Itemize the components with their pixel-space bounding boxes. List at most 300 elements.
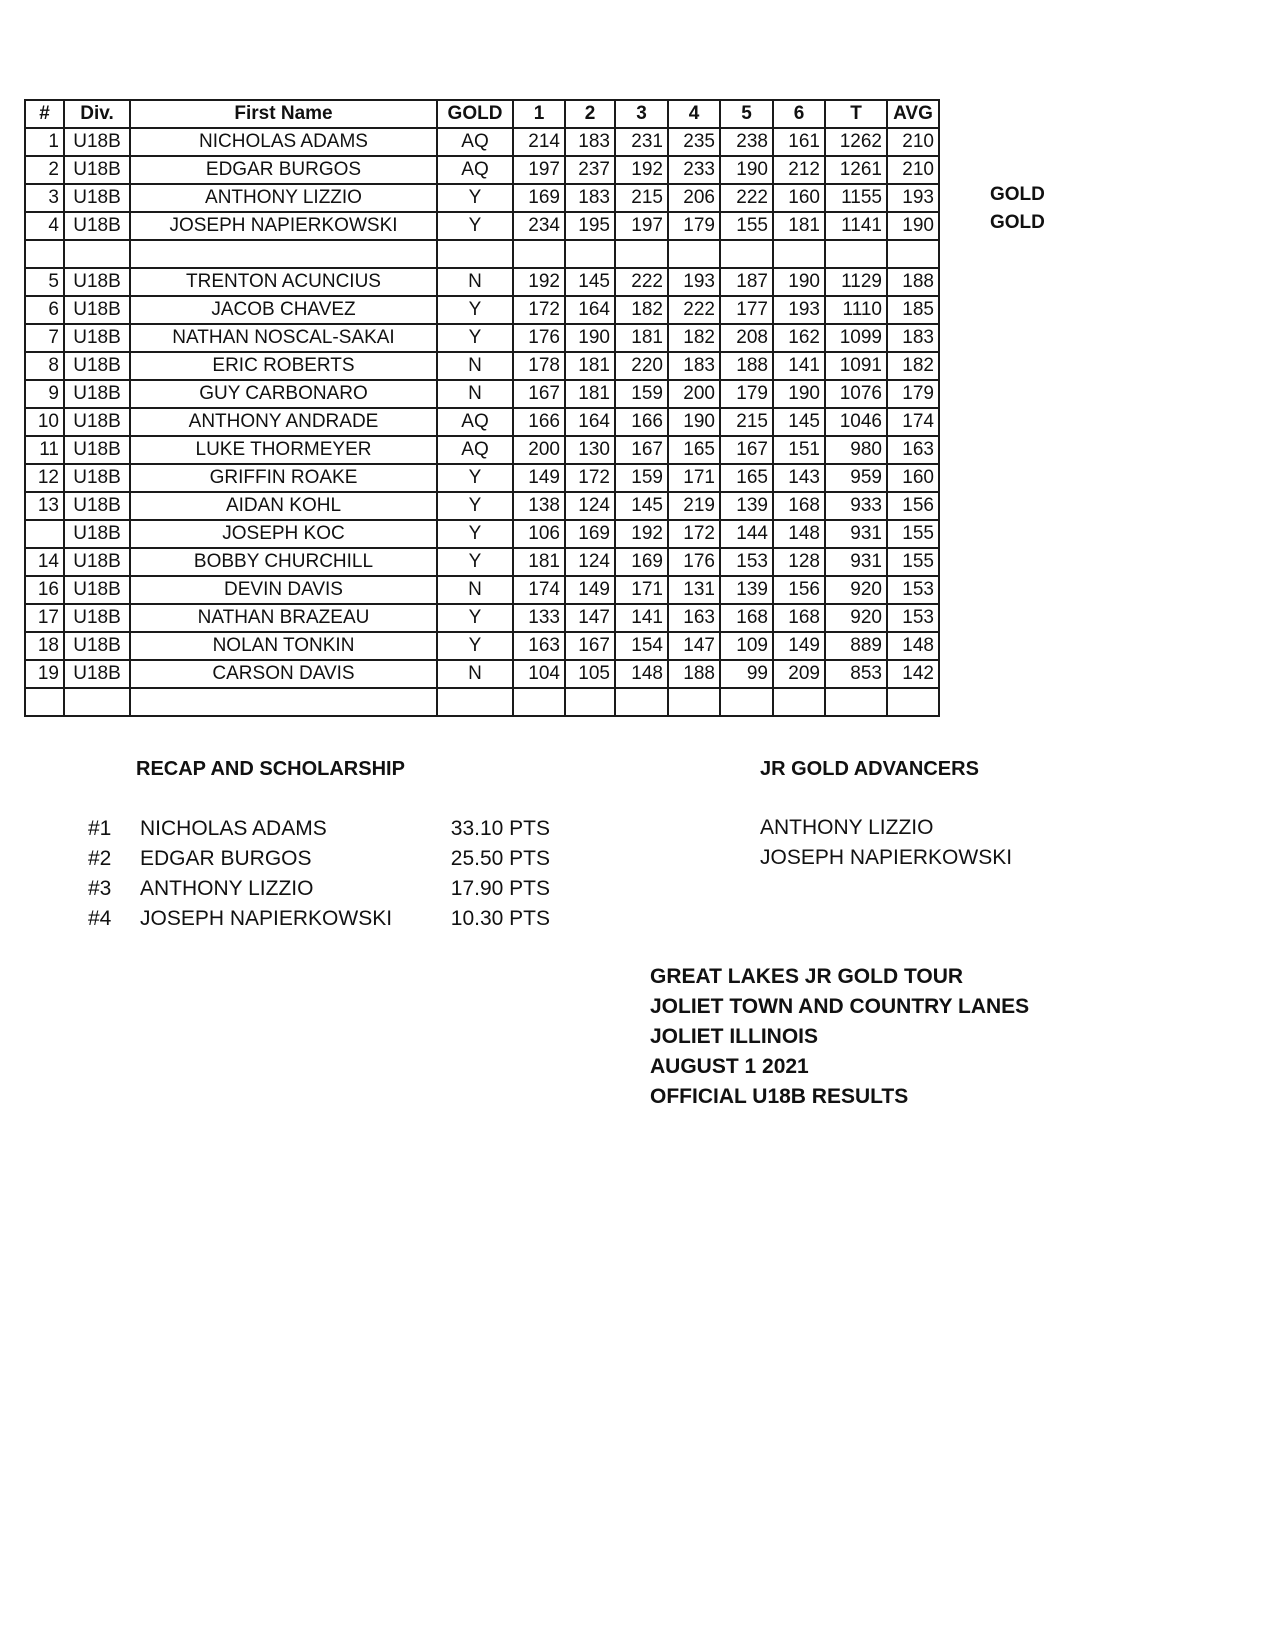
header-gold: GOLD xyxy=(437,100,513,128)
table-row xyxy=(25,156,939,184)
cell-game-3: 181 xyxy=(615,324,668,352)
cell-gold xyxy=(437,240,513,268)
cell-game-5: 179 xyxy=(720,380,773,408)
cell-game-2: 181 xyxy=(565,380,615,408)
table-row xyxy=(25,268,939,296)
cell-game-2 xyxy=(565,688,615,716)
footer-results-title: OFFICIAL U18B RESULTS xyxy=(650,1085,909,1108)
table-row xyxy=(25,184,939,212)
cell-game-5: 208 xyxy=(720,324,773,352)
cell-game-3: 171 xyxy=(615,576,668,604)
cell-total: 920 xyxy=(825,604,887,632)
cell-division xyxy=(64,240,130,268)
recap-name: JOSEPH NAPIERKOWSKI xyxy=(140,907,393,930)
advancer-name: ANTHONY LIZZIO xyxy=(760,816,934,839)
cell-total: 933 xyxy=(825,492,887,520)
cell-game-1: 104 xyxy=(513,660,565,688)
cell-game-1: 172 xyxy=(513,296,565,324)
cell-name: BOBBY CHURCHILL xyxy=(130,548,437,576)
cell-average: 155 xyxy=(887,548,939,576)
cell-game-2: 169 xyxy=(565,520,615,548)
cell-game-1: 138 xyxy=(513,492,565,520)
cell-total: 1155 xyxy=(825,184,887,212)
cell-game-5: 167 xyxy=(720,436,773,464)
cell-average xyxy=(887,688,939,716)
cell-average: 163 xyxy=(887,436,939,464)
cell-name: NATHAN BRAZEAU xyxy=(130,604,437,632)
recap-entry xyxy=(88,847,608,878)
cell-division: U18B xyxy=(64,464,130,492)
cell-division: U18B xyxy=(64,604,130,632)
cell-game-4: 172 xyxy=(668,520,720,548)
cell-average: 142 xyxy=(887,660,939,688)
cell-game-6: 190 xyxy=(773,268,825,296)
cell-division: U18B xyxy=(64,660,130,688)
cell-game-1: 234 xyxy=(513,212,565,240)
cell-total: 980 xyxy=(825,436,887,464)
cell-game-3: 182 xyxy=(615,296,668,324)
cell-total: 1129 xyxy=(825,268,887,296)
cell-game-3: 222 xyxy=(615,268,668,296)
cell-game-6: 160 xyxy=(773,184,825,212)
table-row xyxy=(25,604,939,632)
cell-game-3 xyxy=(615,240,668,268)
cell-gold: Y xyxy=(437,492,513,520)
cell-game-5: 215 xyxy=(720,408,773,436)
cell-total: 889 xyxy=(825,632,887,660)
recap-heading: RECAP AND SCHOLARSHIP xyxy=(136,758,405,780)
cell-game-4: 179 xyxy=(668,212,720,240)
header-game-2: 2 xyxy=(565,100,615,128)
cell-game-5: 177 xyxy=(720,296,773,324)
cell-game-6: 181 xyxy=(773,212,825,240)
header-game-4: 4 xyxy=(668,100,720,128)
cell-division: U18B xyxy=(64,436,130,464)
recap-points: 17.90 PTS xyxy=(450,877,550,900)
cell-average: 188 xyxy=(887,268,939,296)
cell-gold: AQ xyxy=(437,436,513,464)
cell-game-1: 149 xyxy=(513,464,565,492)
cell-game-2: 124 xyxy=(565,492,615,520)
cell-total: 1046 xyxy=(825,408,887,436)
cell-game-6: 209 xyxy=(773,660,825,688)
cell-game-4: 233 xyxy=(668,156,720,184)
cell-rank xyxy=(25,240,64,268)
cell-division: U18B xyxy=(64,268,130,296)
cell-gold: AQ xyxy=(437,156,513,184)
advancers-heading: JR GOLD ADVANCERS xyxy=(760,758,979,780)
cell-game-6: 168 xyxy=(773,604,825,632)
cell-game-1: 200 xyxy=(513,436,565,464)
cell-division: U18B xyxy=(64,156,130,184)
cell-rank: 14 xyxy=(25,548,64,576)
cell-average: 156 xyxy=(887,492,939,520)
cell-game-4: 193 xyxy=(668,268,720,296)
cell-game-2: 183 xyxy=(565,184,615,212)
cell-game-3: 197 xyxy=(615,212,668,240)
cell-total: 1141 xyxy=(825,212,887,240)
footer-location: JOLIET ILLINOIS xyxy=(650,1025,819,1048)
cell-gold: AQ xyxy=(437,128,513,156)
cell-game-1: 167 xyxy=(513,380,565,408)
cell-name: NATHAN NOSCAL-SAKAI xyxy=(130,324,437,352)
gold-tag-row-3: GOLD xyxy=(990,184,1045,205)
cell-game-1: 176 xyxy=(513,324,565,352)
header-rank: # xyxy=(25,100,64,128)
cell-rank xyxy=(25,688,64,716)
cell-game-1: 133 xyxy=(513,604,565,632)
cell-game-2: 164 xyxy=(565,408,615,436)
cell-game-2: 181 xyxy=(565,352,615,380)
table-row xyxy=(25,464,939,492)
cell-division: U18B xyxy=(64,184,130,212)
cell-rank: 10 xyxy=(25,408,64,436)
cell-game-3: 220 xyxy=(615,352,668,380)
cell-game-6: 145 xyxy=(773,408,825,436)
cell-game-2: 147 xyxy=(565,604,615,632)
recap-rank: #1 xyxy=(88,817,112,840)
cell-gold: N xyxy=(437,576,513,604)
cell-rank: 12 xyxy=(25,464,64,492)
cell-division: U18B xyxy=(64,324,130,352)
footer-date: AUGUST 1 2021 xyxy=(650,1055,809,1078)
cell-game-5: 168 xyxy=(720,604,773,632)
table-row xyxy=(25,128,939,156)
cell-rank: 8 xyxy=(25,352,64,380)
cell-name: GUY CARBONARO xyxy=(130,380,437,408)
recap-rank: #3 xyxy=(88,877,112,900)
table-row xyxy=(25,296,939,324)
cell-gold xyxy=(437,688,513,716)
cell-game-2: 145 xyxy=(565,268,615,296)
cell-rank: 13 xyxy=(25,492,64,520)
cell-game-3: 169 xyxy=(615,548,668,576)
cell-game-2: 195 xyxy=(565,212,615,240)
cell-game-4: 182 xyxy=(668,324,720,352)
cell-game-2: 172 xyxy=(565,464,615,492)
cell-game-6: 212 xyxy=(773,156,825,184)
cell-game-6: 128 xyxy=(773,548,825,576)
cell-game-3: 166 xyxy=(615,408,668,436)
cell-game-5: 155 xyxy=(720,212,773,240)
cell-division: U18B xyxy=(64,380,130,408)
cell-total xyxy=(825,240,887,268)
table-row xyxy=(25,492,939,520)
header-total: T xyxy=(825,100,887,128)
cell-rank xyxy=(25,520,64,548)
cell-gold: N xyxy=(437,660,513,688)
cell-game-5: 153 xyxy=(720,548,773,576)
cell-rank: 19 xyxy=(25,660,64,688)
cell-average xyxy=(887,240,939,268)
cell-gold: Y xyxy=(437,604,513,632)
table-row xyxy=(25,408,939,436)
cell-game-6: 168 xyxy=(773,492,825,520)
cell-rank: 17 xyxy=(25,604,64,632)
cell-game-5: 99 xyxy=(720,660,773,688)
cell-game-1: 178 xyxy=(513,352,565,380)
cell-game-4: 235 xyxy=(668,128,720,156)
cell-game-1: 163 xyxy=(513,632,565,660)
cell-game-2: 190 xyxy=(565,324,615,352)
cell-name: DEVIN DAVIS xyxy=(130,576,437,604)
cell-name: AIDAN KOHL xyxy=(130,492,437,520)
cell-game-1: 192 xyxy=(513,268,565,296)
cell-division: U18B xyxy=(64,212,130,240)
cell-gold: Y xyxy=(437,632,513,660)
cell-gold: N xyxy=(437,380,513,408)
header-division: Div. xyxy=(64,100,130,128)
cell-total: 1262 xyxy=(825,128,887,156)
cell-average: 155 xyxy=(887,520,939,548)
header-game-5: 5 xyxy=(720,100,773,128)
recap-points: 33.10 PTS xyxy=(450,817,550,840)
cell-game-4: 222 xyxy=(668,296,720,324)
table-row xyxy=(25,212,939,240)
gold-tag-row-4: GOLD xyxy=(990,212,1045,233)
cell-average: 190 xyxy=(887,212,939,240)
cell-game-4 xyxy=(668,240,720,268)
cell-average: 174 xyxy=(887,408,939,436)
cell-game-1 xyxy=(513,688,565,716)
cell-total: 931 xyxy=(825,548,887,576)
advancer-name: JOSEPH NAPIERKOWSKI xyxy=(760,846,1013,869)
cell-gold: AQ xyxy=(437,408,513,436)
cell-game-3: 141 xyxy=(615,604,668,632)
table-row xyxy=(25,324,939,352)
cell-division: U18B xyxy=(64,492,130,520)
recap-name: NICHOLAS ADAMS xyxy=(140,817,327,840)
cell-average: 182 xyxy=(887,352,939,380)
cell-rank: 1 xyxy=(25,128,64,156)
cell-game-3: 167 xyxy=(615,436,668,464)
cell-game-5: 139 xyxy=(720,492,773,520)
cell-rank: 18 xyxy=(25,632,64,660)
cell-game-1: 166 xyxy=(513,408,565,436)
cell-game-2: 124 xyxy=(565,548,615,576)
cell-game-6: 156 xyxy=(773,576,825,604)
header-name: First Name xyxy=(130,100,437,128)
cell-game-3: 231 xyxy=(615,128,668,156)
cell-name: ANTHONY ANDRADE xyxy=(130,408,437,436)
results-table xyxy=(24,99,940,717)
table-row xyxy=(25,380,939,408)
header-game-3: 3 xyxy=(615,100,668,128)
cell-game-3: 148 xyxy=(615,660,668,688)
cell-game-3: 192 xyxy=(615,156,668,184)
cell-average: 153 xyxy=(887,604,939,632)
cell-name: JOSEPH NAPIERKOWSKI xyxy=(130,212,437,240)
cell-game-5 xyxy=(720,688,773,716)
cell-game-2: 183 xyxy=(565,128,615,156)
cell-game-6: 141 xyxy=(773,352,825,380)
cell-game-6: 143 xyxy=(773,464,825,492)
cell-name: JOSEPH KOC xyxy=(130,520,437,548)
cell-rank: 7 xyxy=(25,324,64,352)
cell-game-4: 163 xyxy=(668,604,720,632)
cell-name xyxy=(130,688,437,716)
footer-venue: JOLIET TOWN AND COUNTRY LANES xyxy=(650,995,1030,1018)
cell-rank: 9 xyxy=(25,380,64,408)
cell-game-3: 154 xyxy=(615,632,668,660)
cell-game-6 xyxy=(773,240,825,268)
cell-division: U18B xyxy=(64,352,130,380)
cell-game-5: 188 xyxy=(720,352,773,380)
cell-gold: Y xyxy=(437,296,513,324)
recap-entry xyxy=(88,817,608,848)
cell-rank: 11 xyxy=(25,436,64,464)
cell-name: LUKE THORMEYER xyxy=(130,436,437,464)
cell-game-6: 148 xyxy=(773,520,825,548)
table-header-row xyxy=(25,100,939,128)
recap-rank: #2 xyxy=(88,847,112,870)
cell-game-3: 192 xyxy=(615,520,668,548)
cell-game-4: 131 xyxy=(668,576,720,604)
cell-rank: 3 xyxy=(25,184,64,212)
cell-game-6: 149 xyxy=(773,632,825,660)
cell-rank: 4 xyxy=(25,212,64,240)
footer-tour-name: GREAT LAKES JR GOLD TOUR xyxy=(650,965,964,988)
table-row xyxy=(25,352,939,380)
cell-division: U18B xyxy=(64,296,130,324)
cell-game-4: 200 xyxy=(668,380,720,408)
cell-game-2: 149 xyxy=(565,576,615,604)
table-body xyxy=(25,128,939,716)
table-row xyxy=(25,548,939,576)
cell-division: U18B xyxy=(64,632,130,660)
cell-game-4: 171 xyxy=(668,464,720,492)
cell-name: CARSON DAVIS xyxy=(130,660,437,688)
cell-total: 1261 xyxy=(825,156,887,184)
cell-total: 1110 xyxy=(825,296,887,324)
cell-game-3 xyxy=(615,688,668,716)
cell-average: 160 xyxy=(887,464,939,492)
cell-division: U18B xyxy=(64,128,130,156)
cell-division: U18B xyxy=(64,576,130,604)
cell-total: 1099 xyxy=(825,324,887,352)
cell-average: 185 xyxy=(887,296,939,324)
cell-name: NOLAN TONKIN xyxy=(130,632,437,660)
cell-game-1 xyxy=(513,240,565,268)
recap-rank: #4 xyxy=(88,907,112,930)
cell-game-5: 190 xyxy=(720,156,773,184)
cell-division: U18B xyxy=(64,408,130,436)
cell-average: 153 xyxy=(887,576,939,604)
cell-rank: 5 xyxy=(25,268,64,296)
cell-name: ERIC ROBERTS xyxy=(130,352,437,380)
cell-game-1: 169 xyxy=(513,184,565,212)
cell-gold: Y xyxy=(437,324,513,352)
cell-game-2 xyxy=(565,240,615,268)
cell-game-5: 144 xyxy=(720,520,773,548)
cell-game-6 xyxy=(773,688,825,716)
cell-average: 193 xyxy=(887,184,939,212)
cell-game-4: 176 xyxy=(668,548,720,576)
cell-total: 853 xyxy=(825,660,887,688)
recap-name: EDGAR BURGOS xyxy=(140,847,312,870)
cell-game-6: 161 xyxy=(773,128,825,156)
cell-name: EDGAR BURGOS xyxy=(130,156,437,184)
cell-name: TRENTON ACUNCIUS xyxy=(130,268,437,296)
cell-game-4: 183 xyxy=(668,352,720,380)
cell-average: 210 xyxy=(887,128,939,156)
recap-points: 10.30 PTS xyxy=(450,907,550,930)
header-game-6: 6 xyxy=(773,100,825,128)
cell-division: U18B xyxy=(64,520,130,548)
cell-game-5: 187 xyxy=(720,268,773,296)
cell-average: 183 xyxy=(887,324,939,352)
cell-total xyxy=(825,688,887,716)
cell-game-6: 151 xyxy=(773,436,825,464)
cell-game-4 xyxy=(668,688,720,716)
cell-game-5: 109 xyxy=(720,632,773,660)
cell-total: 931 xyxy=(825,520,887,548)
cell-average: 179 xyxy=(887,380,939,408)
cell-gold: Y xyxy=(437,520,513,548)
cell-gold: Y xyxy=(437,184,513,212)
table-row xyxy=(25,520,939,548)
cell-gold: N xyxy=(437,352,513,380)
cell-game-5: 165 xyxy=(720,464,773,492)
cell-gold: N xyxy=(437,268,513,296)
cell-game-4: 147 xyxy=(668,632,720,660)
cell-total: 920 xyxy=(825,576,887,604)
cell-game-4: 190 xyxy=(668,408,720,436)
cell-rank: 2 xyxy=(25,156,64,184)
cell-game-4: 188 xyxy=(668,660,720,688)
recap-entry xyxy=(88,907,608,938)
cell-game-5: 139 xyxy=(720,576,773,604)
cell-gold: Y xyxy=(437,212,513,240)
cell-name xyxy=(130,240,437,268)
cell-game-1: 174 xyxy=(513,576,565,604)
cell-game-3: 159 xyxy=(615,380,668,408)
cell-game-6: 193 xyxy=(773,296,825,324)
recap-points: 25.50 PTS xyxy=(450,847,550,870)
cell-game-3: 145 xyxy=(615,492,668,520)
table-row xyxy=(25,688,939,716)
cell-total: 959 xyxy=(825,464,887,492)
cell-total: 1091 xyxy=(825,352,887,380)
cell-gold: Y xyxy=(437,464,513,492)
cell-game-2: 167 xyxy=(565,632,615,660)
cell-name: ANTHONY LIZZIO xyxy=(130,184,437,212)
table-row xyxy=(25,240,939,268)
cell-game-4: 219 xyxy=(668,492,720,520)
cell-gold: Y xyxy=(437,548,513,576)
cell-game-2: 164 xyxy=(565,296,615,324)
recap-entry xyxy=(88,877,608,908)
cell-game-1: 214 xyxy=(513,128,565,156)
table-row xyxy=(25,660,939,688)
cell-name: NICHOLAS ADAMS xyxy=(130,128,437,156)
cell-rank: 16 xyxy=(25,576,64,604)
cell-game-1: 181 xyxy=(513,548,565,576)
header-game-1: 1 xyxy=(513,100,565,128)
cell-game-6: 162 xyxy=(773,324,825,352)
cell-game-5: 222 xyxy=(720,184,773,212)
cell-game-2: 237 xyxy=(565,156,615,184)
cell-average: 148 xyxy=(887,632,939,660)
cell-game-2: 105 xyxy=(565,660,615,688)
cell-game-4: 165 xyxy=(668,436,720,464)
recap-name: ANTHONY LIZZIO xyxy=(140,877,314,900)
cell-average: 210 xyxy=(887,156,939,184)
cell-game-2: 130 xyxy=(565,436,615,464)
cell-game-1: 106 xyxy=(513,520,565,548)
table-row xyxy=(25,632,939,660)
header-average: AVG xyxy=(887,100,939,128)
